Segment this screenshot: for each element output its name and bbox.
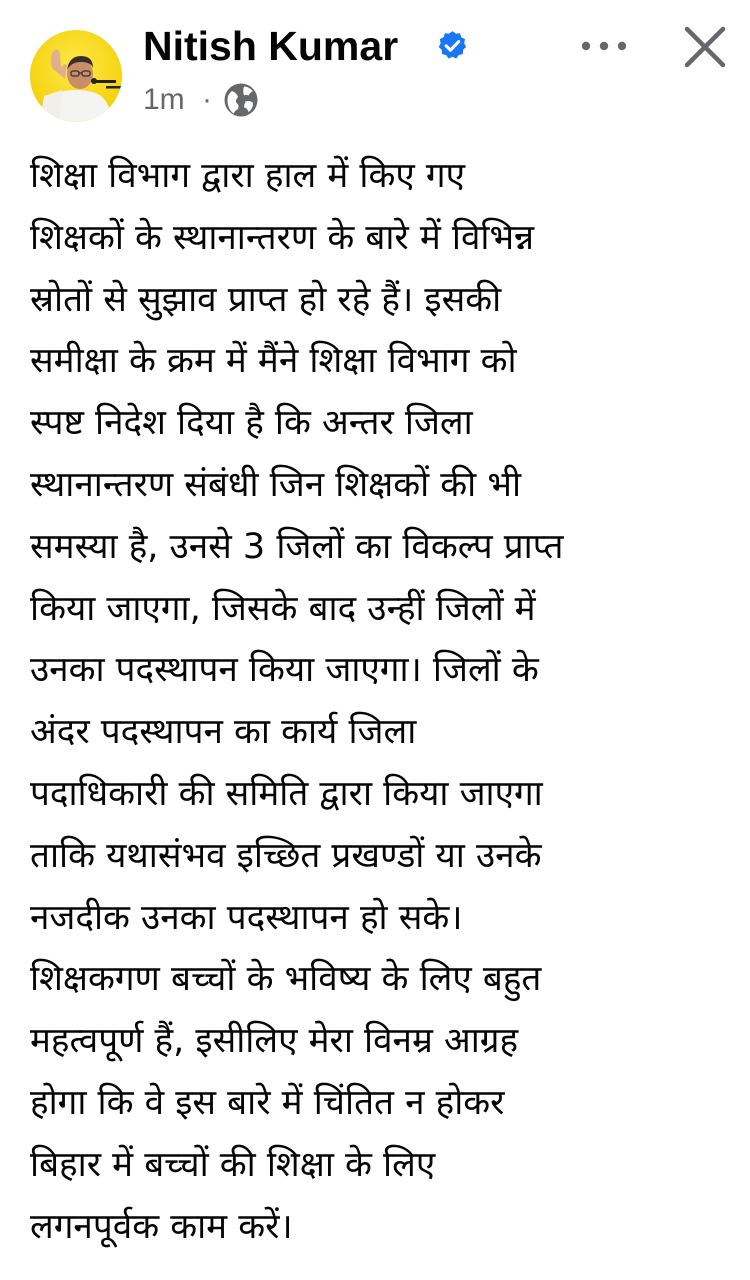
author-avatar[interactable] [30, 30, 122, 122]
post-text-line: स्पष्ट निदेश दिया है कि अन्तर जिला [30, 403, 473, 444]
post-text-line: स्थानान्तरण संबंधी जिन शिक्षकों की भी [30, 464, 522, 505]
post-text-line: होगा कि वे इस बारे में चिंतित न होकर [30, 1082, 505, 1123]
post-text-line: उनका पदस्थापन किया जाएगा। जिलों के [30, 650, 539, 691]
post-text-line: पदाधिकारी की समिति द्वारा किया जाएगा [30, 773, 543, 814]
verified-badge-icon [436, 29, 469, 62]
post-text-line: अंदर पदस्थापन का कार्य जिला [30, 712, 417, 753]
post-text-line: महत्वपूर्ण हैं, इसीलिए मेरा विनम्र आग्रह [30, 1021, 519, 1062]
post-text-line: शिक्षकों के स्थानान्तरण के बारे में विभिन्न [30, 217, 535, 258]
timestamp-separator: · [202, 83, 212, 116]
post-text-line: ताकि यथासंभव इच्छित प्रखण्डों या उनके [30, 835, 542, 876]
author-name[interactable]: Nitish Kumar [143, 23, 399, 69]
post-text-line: किया जाएगा, जिसके बाद उन्हीं जिलों में [30, 588, 536, 629]
post-text-line: बिहार में बच्चों की शिक्षा के लिए [30, 1144, 436, 1185]
post-text-line: समस्या है, उनसे 3 जिलों का विकल्प प्राप्त [30, 526, 564, 567]
post-text-line: शिक्षा विभाग द्वारा हाल में किए गए [30, 156, 465, 196]
post-text-line: नजदीक उनका पदस्थापन हो सके। [30, 897, 463, 938]
post-header [0, 0, 750, 130]
close-icon[interactable] [680, 22, 730, 72]
avatar-portrait-icon [30, 30, 122, 122]
post-timestamp[interactable]: 1m [143, 83, 185, 116]
post-text-line: शिक्षकगण बच्चों के भविष्य के लिए बहुत [30, 959, 542, 1000]
more-options-icon[interactable] [574, 24, 634, 68]
post-text-line: समीक्षा के क्रम में मैंने शिक्षा विभाग को [30, 341, 517, 382]
globe-icon[interactable] [223, 82, 259, 118]
post-text [30, 146, 730, 1258]
post-text-line: स्रोतों से सुझाव प्राप्त हो रहे हैं। इसकी [30, 279, 502, 320]
post-text-line: लगनपूर्वक काम करें। [30, 1206, 293, 1247]
